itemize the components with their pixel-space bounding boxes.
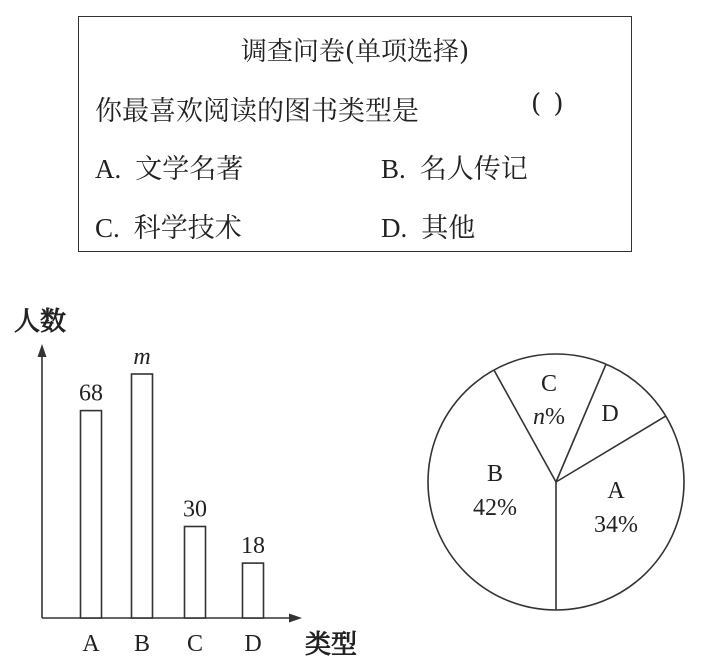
pie-slice-value-c: n%	[533, 404, 565, 430]
bar-value-label-a: 68	[79, 380, 103, 407]
bar-value-label-b: m	[133, 344, 151, 370]
pie-slice-value-a: 34%	[594, 512, 638, 538]
bar-value-label-d: 18	[241, 533, 265, 560]
pie-slice-value-b: 42%	[473, 495, 517, 521]
option-c-text: 科学技术	[133, 213, 242, 244]
option-b-letter: B.	[381, 154, 406, 184]
pie-slice-label-d: D	[601, 401, 619, 427]
option-d-text: 其他	[421, 213, 476, 244]
pie-dividers	[494, 364, 666, 610]
x-tick-label-c: C	[186, 631, 204, 657]
pie-slice-label-c: C	[540, 371, 558, 397]
y-axis-label: 人数	[14, 307, 67, 337]
survey-question: 你最喜欢阅读的图书类型是	[95, 96, 419, 127]
pie-slice-label-a: A	[607, 478, 625, 504]
x-tick-label-d: D	[244, 631, 262, 657]
pie-slice-label-b: B	[486, 461, 504, 487]
bar-value-label-c: 30	[183, 496, 207, 523]
survey-title: 调查问卷(单项选择)	[240, 37, 470, 67]
x-tick-label-a: A	[82, 631, 100, 657]
x-tick-label-b: B	[133, 631, 151, 657]
x-axis-label: 类型	[305, 630, 358, 660]
option-a-text: 文学名著	[135, 154, 244, 185]
option-d-letter: D.	[381, 213, 408, 243]
option-a-letter: A.	[95, 154, 122, 184]
answer-parentheses: ( )	[531, 89, 566, 119]
option-b-text: 名人传记	[419, 154, 528, 185]
option-c-letter: C.	[95, 213, 120, 243]
